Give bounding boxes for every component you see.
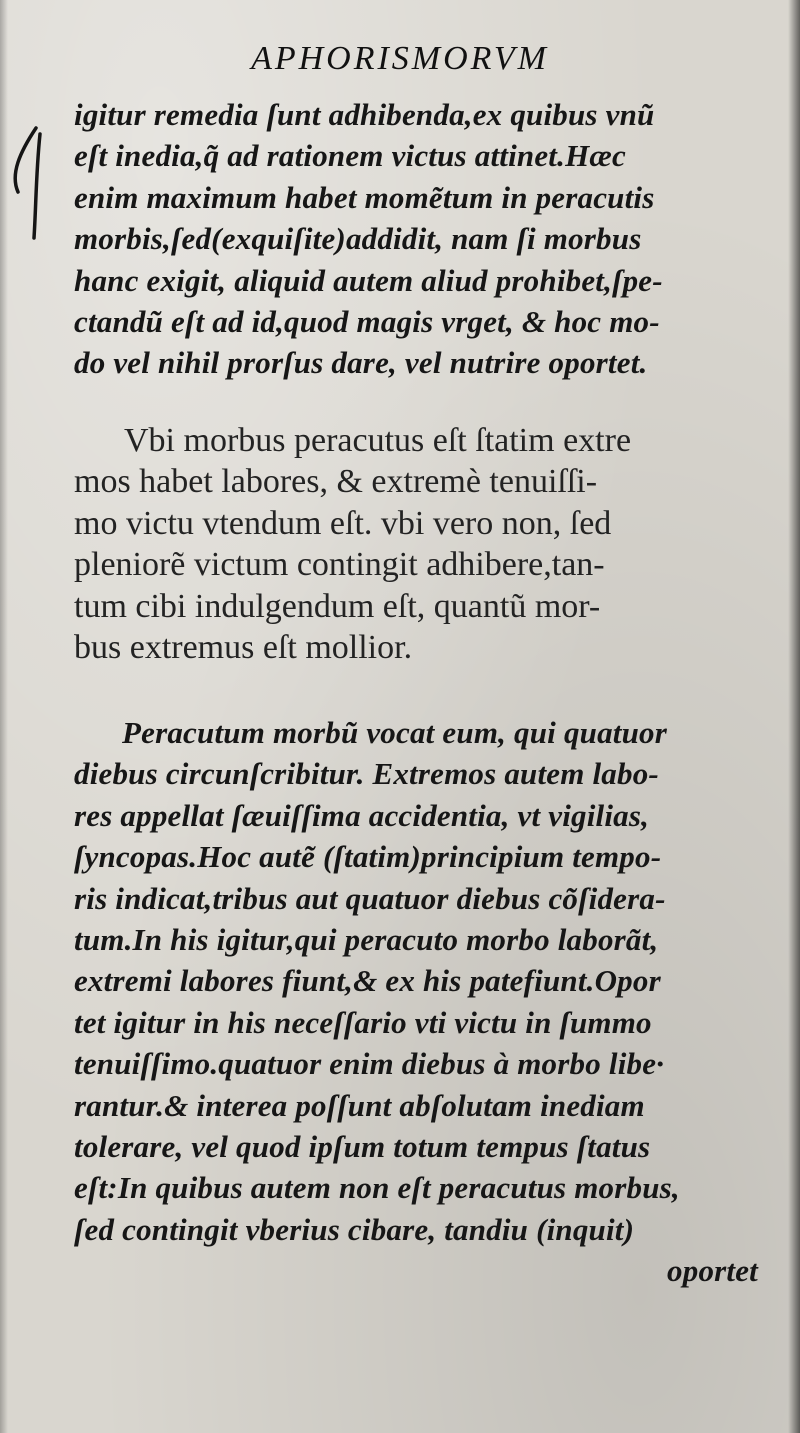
text-line: mos habet labores, & extremè tenuiſſi- (74, 463, 598, 501)
margin-bracket-mark (6, 122, 52, 242)
text-line: extremi labores fiunt,& ex his patefiunt.Opor (74, 963, 661, 999)
text-line: bus extremus eſt mollior. (74, 629, 413, 667)
text-line: Peracutum morbũ vocat eum, qui quatuor (122, 715, 667, 750)
text-line: enim maximum habet momẽtum in peracutis (74, 179, 655, 215)
page-right-shadow (788, 0, 800, 1433)
text-line: res appellat ſæuiſſima accidentia, vt vigilias, (74, 797, 650, 833)
text-line: ſed contingit vberius cibare, tandiu (inquit) (74, 1211, 635, 1247)
text-line: morbis,ſed(exquiſite)addidit, nam ſi morbus (74, 221, 642, 257)
catchword: oportet (667, 1253, 758, 1289)
text-line: tum cibi indulgendum eſt, quantũ mor- (74, 587, 601, 625)
paragraph-aphorism (74, 420, 764, 668)
text-line: do vel nihil prorſus dare, vel nutrire oportet. (74, 345, 648, 381)
text-line: tet igitur in his neceſſario vti victu in ſummo (74, 1004, 652, 1040)
paragraph-commentary-1 (74, 94, 764, 384)
paragraph-commentary-2 (74, 712, 764, 1292)
text-line: eſt:In quibus autem non eſt peracutus morbus, (74, 1170, 680, 1206)
text-line: mo victu vtendum eſt. vbi vero non, ſed (74, 504, 612, 542)
text-line: ris indicat,tribus aut quatuor diebus cõſidera- (74, 880, 666, 916)
running-head: APHORISMORVM (251, 40, 549, 77)
text-line: tolerare, vel quod ipſum totum tempus ſtatus (74, 1129, 651, 1165)
text-line: tum.In his igitur,qui peracuto morbo laborãt, (74, 922, 659, 958)
text-line: diebus circunſcribitur. Extremos autem labo- (74, 756, 659, 792)
text-line: ctandũ eſt ad id,quod magis vrget, & hoc mo- (74, 304, 660, 340)
text-line: igitur remedia ſunt adhibenda,ex quibus vnũ (74, 97, 655, 132)
text-line: rantur.& interea poſſunt abſolutam inediam (74, 1087, 645, 1123)
text-line: tenuiſſimo.quatuor enim diebus à morbo libe· (74, 1046, 665, 1082)
text-line: ſyncopas.Hoc autẽ (ſtatim)principium tempo- (74, 839, 662, 875)
text-line: hanc exigit, aliquid autem aliud prohibet,ſpe- (74, 262, 663, 298)
text-line: eſt inedia,q̃ ad rationem victus attinet.Hæc (74, 138, 626, 174)
text-line: Vbi morbus peracutus eſt ſtatim extre (124, 422, 632, 459)
text-line: pleniorẽ victum contingit adhibere,tan- (74, 546, 605, 584)
